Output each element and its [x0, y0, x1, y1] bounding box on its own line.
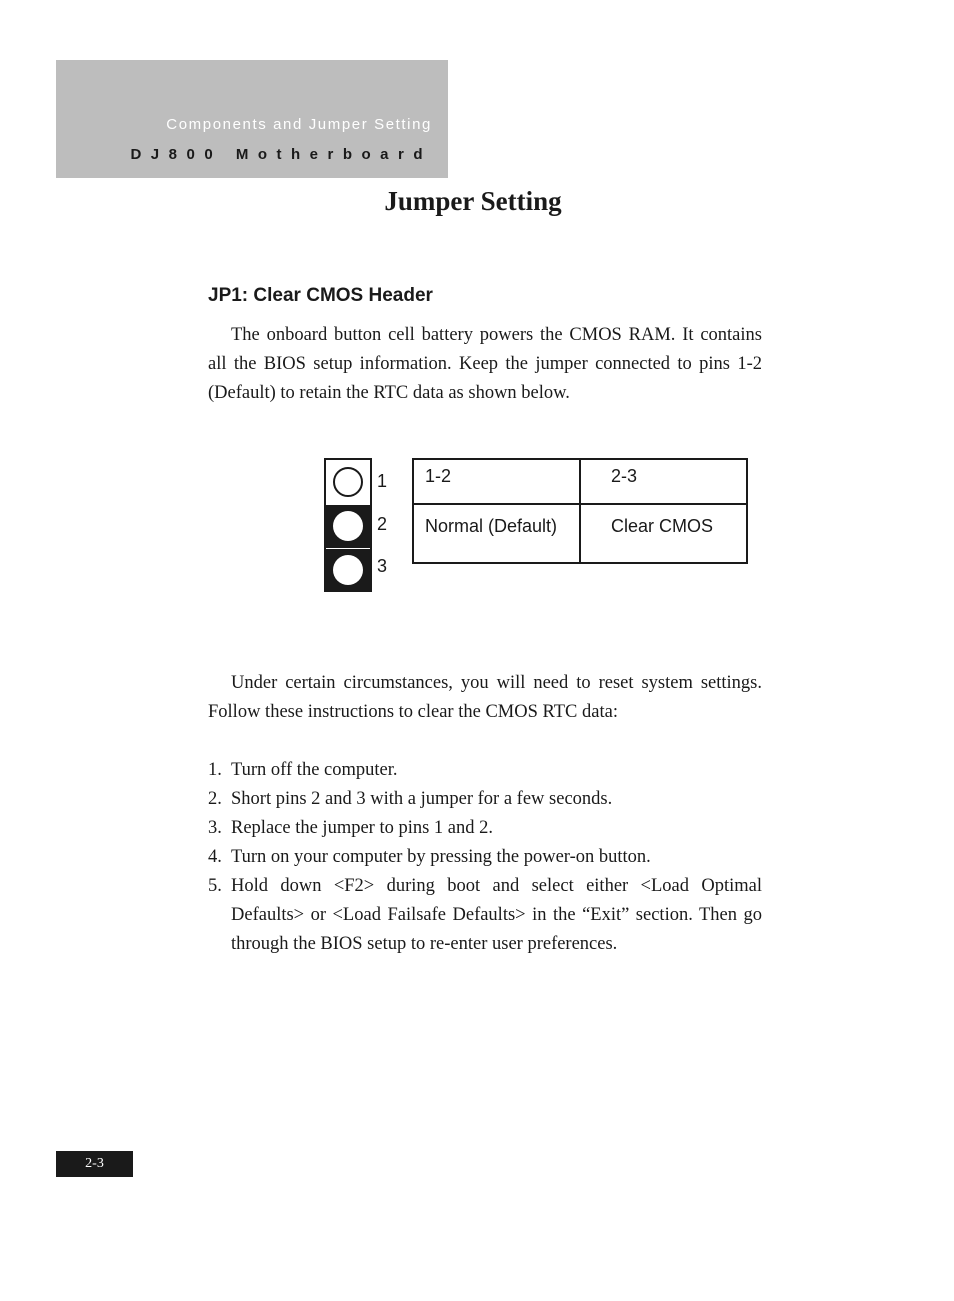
intro-paragraph: The onboard button cell battery powers the CMOS RAM. It contains all the BIOS setup information. Keep the jumper connected to pins 1-2 (Default) to retain the RTC data as shown below.	[208, 325, 762, 403]
step-number: 1.	[208, 760, 222, 780]
instruction-steps	[208, 756, 762, 959]
chapter-title: Components and Jumper Setting	[166, 116, 432, 133]
pin-label-1: 1	[377, 471, 388, 491]
step-text: Hold down <F2> during boot and select either <Load Optimal Defaults> or <Load Failsafe Defaults> in the “Exit” section. Then go through the BIOS setup to re-enter user preferences.	[231, 876, 762, 954]
step-text: Replace the jumper to pins 1 and 2.	[231, 818, 494, 838]
pin-1-block	[326, 460, 370, 504]
step-number: 4.	[208, 847, 222, 867]
product-name: DJ800 Motherboard	[130, 146, 432, 163]
step-number: 3.	[208, 818, 222, 838]
pin-2-circle	[333, 511, 363, 541]
list-item	[208, 872, 762, 959]
table-cell: 2-3	[580, 459, 747, 504]
step-number: 5.	[208, 876, 222, 896]
pin-3-block	[326, 549, 370, 592]
pin-label-3: 3	[377, 556, 388, 576]
pin-1-circle	[333, 467, 363, 497]
header-band	[56, 60, 448, 178]
page-title: Jumper Setting	[384, 186, 562, 216]
table-row	[413, 504, 747, 563]
pin-2-block	[326, 505, 370, 548]
pin-3-circle	[333, 555, 363, 585]
pin-label-2: 2	[377, 514, 388, 534]
jumper-diagram	[324, 458, 372, 592]
jumper-setting-table	[412, 458, 748, 564]
step-text: Short pins 2 and 3 with a jumper for a few seconds.	[231, 789, 613, 809]
table-cell: Normal (Default)	[413, 504, 580, 563]
table-row	[413, 459, 747, 504]
table-cell: Clear CMOS	[580, 504, 747, 563]
page-number: 2-3	[56, 1151, 133, 1177]
step-text: Turn off the computer.	[231, 760, 398, 780]
reset-paragraph: Under certain circumstances, you will need to reset system settings. Follow these instructions to clear the CMOS RTC data:	[208, 673, 762, 722]
list-item	[208, 785, 762, 814]
section-heading: JP1: Clear CMOS Header	[208, 285, 433, 306]
table-cell: 1-2	[413, 459, 580, 504]
list-item	[208, 814, 762, 843]
list-item	[208, 756, 762, 785]
step-text: Turn on your computer by pressing the power-on button.	[231, 847, 651, 867]
list-item	[208, 843, 762, 872]
step-number: 2.	[208, 789, 222, 809]
